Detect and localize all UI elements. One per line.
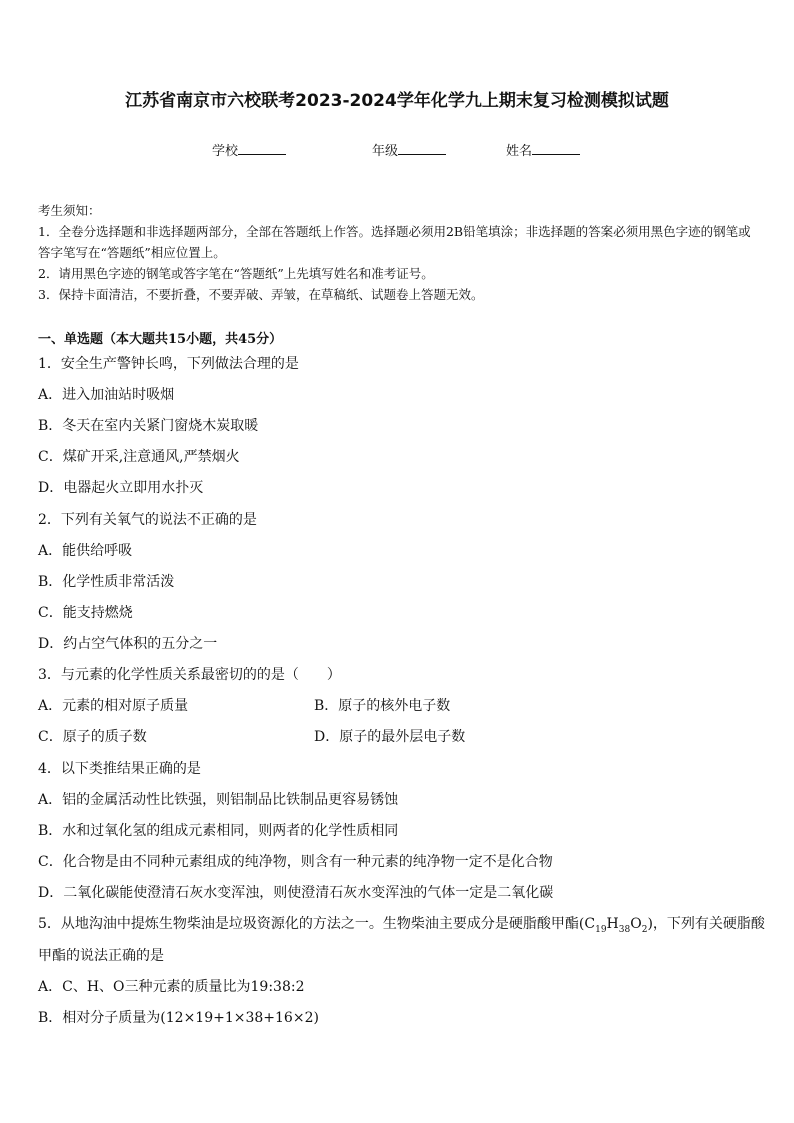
question-4-option-b: B．水和过氧化氢的组成元素相同，则两者的化学性质相同 bbox=[38, 823, 399, 839]
formula-h: H bbox=[606, 916, 619, 932]
question-5-stem-pre: 5．从地沟油中提炼生物柴油是垃圾资源化的方法之一。生物柴油主要成分是硬脂酸甲酯(C bbox=[38, 916, 596, 932]
name-label: 姓名 bbox=[506, 144, 533, 159]
grade-field bbox=[372, 140, 446, 159]
grade-blank[interactable] bbox=[398, 142, 446, 155]
question-3-option-c: C．原子的质子数 bbox=[38, 729, 147, 745]
notice-item-2: 2．请用黑色字迹的钢笔或答字笔在“答题纸”上先填写姓名和准考证号。 bbox=[38, 266, 434, 281]
question-5-option-b: B．相对分子质量为(12×19+1×38+16×2) bbox=[38, 1010, 319, 1026]
question-5-stem bbox=[38, 913, 765, 935]
section-heading: 一、单选题（本大题共15小题，共45分） bbox=[38, 332, 283, 347]
question-5-stem-line2: 甲酯的说法正确的是 bbox=[38, 948, 164, 964]
formula-o: O bbox=[630, 916, 642, 932]
school-blank[interactable] bbox=[238, 142, 286, 155]
question-4-option-a: A．铝的金属活动性比铁强，则铝制品比铁制品更容易锈蚀 bbox=[38, 792, 399, 808]
question-2-option-b: B．化学性质非常活泼 bbox=[38, 574, 175, 590]
question-2-option-a: A．能供给呼吸 bbox=[38, 543, 133, 559]
question-4-option-d: D．二氧化碳能使澄清石灰水变浑浊，则使澄清石灰水变浑浊的气体一定是二氧化碳 bbox=[38, 885, 554, 901]
page-title: 江苏省南京市六校联考2023-2024学年化学九上期末复习检测模拟试题 bbox=[125, 91, 669, 111]
formula-sub-h: 38 bbox=[618, 924, 631, 935]
grade-label: 年级 bbox=[372, 144, 399, 159]
question-1-option-a: A．进入加油站时吸烟 bbox=[38, 387, 175, 403]
school-label: 学校 bbox=[212, 144, 239, 159]
name-blank[interactable] bbox=[532, 142, 580, 155]
question-5-option-a: A．C、H、O三种元素的质量比为19:38:2 bbox=[38, 979, 305, 995]
question-4-option-c: C．化合物是由不同种元素组成的纯净物，则含有一种元素的纯净物一定不是化合物 bbox=[38, 854, 553, 870]
formula-sub-o: 2 bbox=[641, 924, 648, 935]
question-2-option-d: D．约占空气体积的五分之一 bbox=[38, 636, 218, 652]
question-1-option-c: C．煤矿开采,注意通风,严禁烟火 bbox=[38, 449, 240, 465]
question-3-option-a: A．元素的相对原子质量 bbox=[38, 698, 189, 714]
question-1-option-b: B．冬天在室内关紧门窗烧木炭取暖 bbox=[38, 418, 259, 434]
name-field bbox=[506, 140, 580, 159]
formula-sub-c: 19 bbox=[595, 924, 607, 935]
question-3-option-d: D．原子的最外层电子数 bbox=[314, 729, 466, 745]
question-1-stem: 1．安全生产警钟长鸣，下列做法合理的是 bbox=[38, 356, 299, 372]
question-2-stem: 2．下列有关氧气的说法不正确的是 bbox=[38, 512, 257, 528]
question-4-stem: 4．以下类推结果正确的是 bbox=[38, 761, 201, 777]
notice-item-3: 3．保持卡面清洁，不要折叠，不要弄破、弄皱，在草稿纸、试题卷上答题无效。 bbox=[38, 287, 484, 302]
notice-heading: 考生须知： bbox=[38, 203, 101, 218]
school-field bbox=[212, 140, 286, 159]
question-3-stem: 3．与元素的化学性质关系最密切的的是（ ） bbox=[38, 667, 341, 683]
question-1-option-d: D．电器起火立即用水扑灭 bbox=[38, 480, 204, 496]
question-5-stem-post: )，下列有关硬脂酸 bbox=[647, 916, 765, 932]
notice-item-1: 1．全卷分选择题和非选择题两部分，全部在答题纸上作答。选择题必须用2B铅笔填涂；非选择题的答案必须用黑色字迹的钢笔或答字笔写在“答题纸”相应位置上。 bbox=[38, 224, 751, 260]
question-2-option-c: C．能支持燃烧 bbox=[38, 605, 133, 621]
question-3-option-b: B．原子的核外电子数 bbox=[314, 698, 451, 714]
